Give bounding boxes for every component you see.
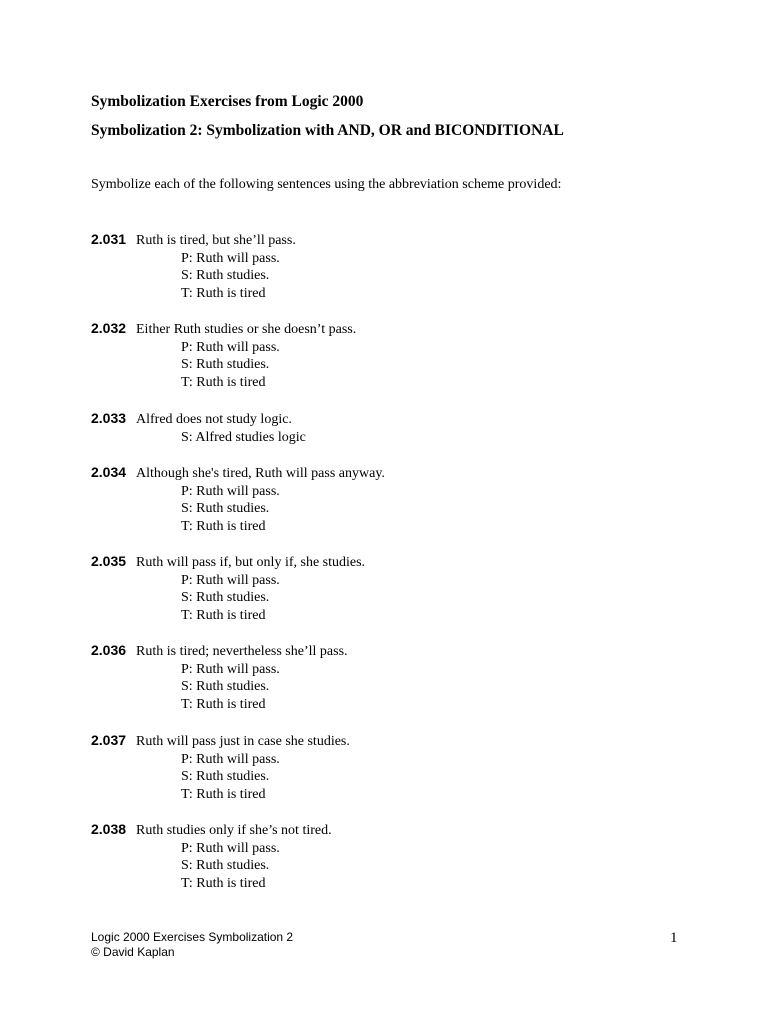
exercise-number: 2.031: [91, 231, 127, 247]
scheme-line: S: Ruth studies.: [181, 501, 270, 517]
scheme-line: S: Ruth studies.: [181, 858, 270, 874]
exercise-number: 2.038: [91, 821, 127, 837]
exercise-item: [91, 732, 350, 804]
page-footer: [91, 930, 293, 960]
exercise-sentence: Ruth is tired; nevertheless she’ll pass.: [136, 644, 348, 659]
exercise-item: [91, 231, 296, 303]
footer-copyright: © David Kaplan: [91, 945, 175, 959]
exercise-item: [91, 464, 385, 536]
scheme-line: T: Ruth is tired: [181, 375, 266, 391]
exercise-number: 2.034: [91, 464, 127, 480]
scheme-line: T: Ruth is tired: [181, 876, 266, 892]
scheme-line: P: Ruth will pass.: [181, 661, 280, 677]
scheme-line: S: Ruth studies.: [181, 769, 270, 785]
exercise-sentence: Ruth studies only if she’s not tired.: [136, 823, 332, 838]
scheme-line: P: Ruth will pass.: [181, 250, 280, 266]
exercise-sentence: Ruth will pass if, but only if, she studies.: [136, 555, 366, 570]
exercise-number: 2.035: [91, 553, 127, 569]
scheme-line: P: Ruth will pass.: [181, 483, 280, 499]
scheme-line: S: Ruth studies.: [181, 268, 270, 284]
exercise-sentence: Ruth is tired, but she’ll pass.: [136, 233, 296, 248]
scheme-line: P: Ruth will pass.: [181, 840, 280, 856]
scheme-line: T: Ruth is tired: [181, 608, 266, 624]
exercise-item: [91, 410, 306, 446]
exercise-item: [91, 821, 332, 893]
exercise-number: 2.032: [91, 320, 127, 336]
exercise-number: 2.036: [91, 642, 127, 658]
scheme-line: S: Alfred studies logic: [181, 429, 306, 445]
exercise-sentence: Alfred does not study logic.: [136, 412, 292, 427]
footer-title: Logic 2000 Exercises Symbolization 2: [91, 930, 294, 944]
scheme-line: P: Ruth will pass.: [181, 572, 280, 588]
document-title: Symbolization Exercises from Logic 2000: [91, 93, 364, 110]
exercise-number: 2.037: [91, 732, 127, 748]
exercise-sentence: Ruth will pass just in case she studies.: [136, 734, 350, 749]
scheme-line: T: Ruth is tired: [181, 787, 266, 803]
scheme-line: P: Ruth will pass.: [181, 339, 280, 355]
scheme-line: T: Ruth is tired: [181, 286, 266, 302]
scheme-line: S: Ruth studies.: [181, 679, 270, 695]
exercise-item: [91, 320, 356, 392]
scheme-line: S: Ruth studies.: [181, 590, 270, 606]
exercise-item: [91, 553, 365, 625]
scheme-line: T: Ruth is tired: [181, 519, 266, 535]
scheme-line: S: Ruth studies.: [181, 357, 270, 373]
exercise-sentence: Either Ruth studies or she doesn’t pass.: [136, 322, 357, 337]
instructions-text: Symbolize each of the following sentences using the abbreviation scheme provided:: [91, 177, 562, 192]
exercise-sentence: Although she's tired, Ruth will pass anyway.: [136, 466, 385, 481]
page-number: 1: [670, 930, 678, 946]
scheme-line: T: Ruth is tired: [181, 697, 266, 713]
document-subtitle: Symbolization 2: Symbolization with AND, OR and BICONDITIONAL: [91, 122, 564, 139]
scheme-line: P: Ruth will pass.: [181, 751, 280, 767]
exercise-number: 2.033: [91, 410, 127, 426]
exercise-item: [91, 642, 348, 714]
